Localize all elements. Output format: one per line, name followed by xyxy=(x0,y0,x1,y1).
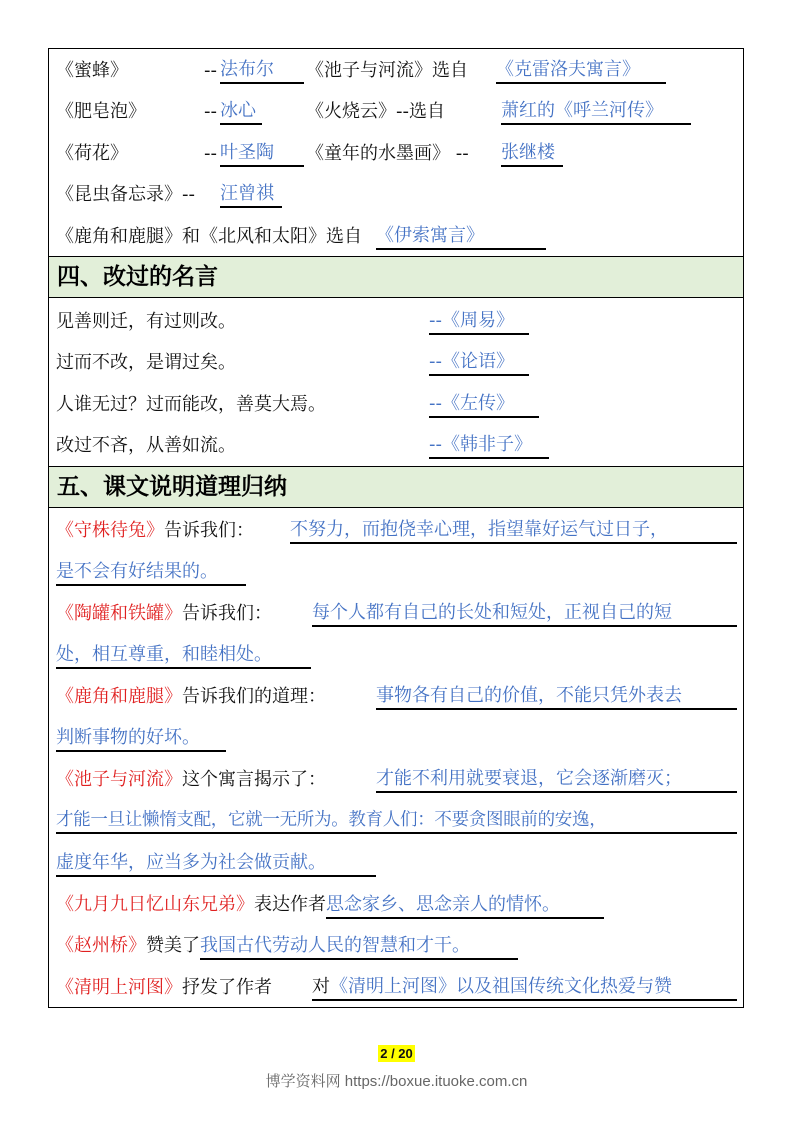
separator: -- xyxy=(204,101,217,122)
author-row xyxy=(56,225,737,249)
quote-source: --《论语》 xyxy=(429,351,529,376)
lesson-item-cont xyxy=(56,643,737,669)
lesson-meaning: 才能不利用就要衰退，它会逐渐磨灭； xyxy=(376,768,737,793)
lesson-title: 《九月九日忆山东兄弟》 xyxy=(56,894,254,915)
page-indicator: 2 / 20 xyxy=(380,1046,413,1061)
lesson-meaning-prefix: 对 xyxy=(312,976,330,997)
lesson-item-cont xyxy=(56,726,737,752)
content-table xyxy=(48,48,744,1008)
lesson-lead: 告诉我们的道理： xyxy=(182,686,326,707)
quote-text: 过而不改，是谓过矣。 xyxy=(56,352,236,373)
lesson-title: 《赵州桥》 xyxy=(56,935,146,956)
lesson-item-cont xyxy=(56,560,737,586)
quote-source: --《左传》 xyxy=(429,393,539,418)
text-title: 《火烧云》--选自 xyxy=(306,101,445,122)
text-title: 《荷花》 xyxy=(56,143,128,164)
lesson-meaning: 判断事物的好坏。 xyxy=(56,727,226,752)
lesson-title: 《鹿角和鹿腿》 xyxy=(56,686,182,707)
section-header-4 xyxy=(49,256,743,298)
lesson-meaning: 才能一旦让懒惰支配，它就一无所为。教育人们：不要贪图眼前的安逸， xyxy=(56,809,737,834)
lesson-title: 《池子与河流》 xyxy=(56,769,182,790)
author-name: 叶圣陶 xyxy=(220,142,304,167)
lesson-item xyxy=(56,934,737,960)
lesson-lead: 抒发了作者 xyxy=(182,977,272,998)
quote-text: 改过不吝，从善如流。 xyxy=(56,435,236,456)
author-row xyxy=(56,142,737,166)
lesson-item xyxy=(56,768,737,792)
author-row xyxy=(56,100,737,124)
text-title: 《池子与河流》选自 xyxy=(306,60,468,81)
source-name: 《克雷洛夫寓言》 xyxy=(496,59,666,84)
lesson-item xyxy=(56,893,737,919)
separator: -- xyxy=(204,60,217,81)
author-name: 张继楼 xyxy=(501,142,563,167)
lesson-meaning: 事物各有自己的价值，不能只凭外表去 xyxy=(376,685,737,710)
quote-row xyxy=(56,310,737,334)
quote-source: --《韩非子》 xyxy=(429,434,549,459)
quote-source: --《周易》 xyxy=(429,310,529,335)
lesson-title: 《陶罐和铁罐》 xyxy=(56,603,182,624)
text-title: 《昆虫备忘录》-- xyxy=(56,184,195,205)
quote-row xyxy=(56,434,737,458)
lesson-item xyxy=(56,602,737,626)
lesson-meaning: 我国古代劳动人民的智慧和才干。 xyxy=(200,935,518,960)
author-name: 法布尔 xyxy=(220,59,304,84)
lesson-title: 《守株待兔》 xyxy=(56,520,164,541)
lesson-lead: 这个寓言揭示了： xyxy=(182,769,326,790)
separator: -- xyxy=(204,143,217,164)
section-header-5 xyxy=(49,466,743,508)
lesson-item xyxy=(56,976,737,1000)
text-title: 《鹿角和鹿腿》和《北风和太阳》选自 xyxy=(56,226,362,247)
quote-row xyxy=(56,351,737,375)
lesson-item xyxy=(56,519,737,543)
source-name: 《伊索寓言》 xyxy=(376,225,546,250)
quote-text: 人谁无过？过而能改，善莫大焉。 xyxy=(56,394,326,415)
quote-row xyxy=(56,393,737,417)
author-name: 汪曾祺 xyxy=(220,183,282,208)
lesson-meaning: 每个人都有自己的长处和短处，正视自己的短 xyxy=(312,602,737,627)
lesson-lead: 赞美了 xyxy=(146,935,200,956)
quote-text: 见善则迁，有过则改。 xyxy=(56,311,236,332)
text-title: 《蜜蜂》 xyxy=(56,60,128,81)
lesson-meaning: 不努力，而抱侥幸心理，指望靠好运气过日子， xyxy=(290,519,737,544)
author-row xyxy=(56,183,737,207)
section-title: 五、课文说明道理归纳 xyxy=(57,474,287,500)
lesson-title: 《清明上河图》 xyxy=(56,977,182,998)
lesson-item-cont xyxy=(56,851,737,877)
lesson-item xyxy=(56,685,737,709)
lesson-meaning: 处，相互尊重，和睦相处。 xyxy=(56,644,311,669)
text-title: 《童年的水墨画》 -- xyxy=(306,143,469,164)
lesson-lead: 告诉我们： xyxy=(182,603,272,624)
lesson-meaning: 《清明上河图》以及祖国传统文化热爱与赞 xyxy=(330,976,672,997)
lesson-meaning-wrap xyxy=(312,976,737,1001)
source-name: 萧红的《呼兰河传》 xyxy=(501,100,691,125)
author-row xyxy=(56,59,737,83)
lesson-meaning: 是不会有好结果的。 xyxy=(56,561,246,586)
lesson-meaning: 虚度年华，应当多为社会做贡献。 xyxy=(56,852,376,877)
text-title: 《肥皂泡》 xyxy=(56,101,146,122)
lesson-lead: 表达作者 xyxy=(254,894,326,915)
lesson-meaning: 思念家乡、思念亲人的情怀。 xyxy=(326,894,604,919)
section-title: 四、改过的名言 xyxy=(57,264,218,290)
lesson-lead: 告诉我们： xyxy=(164,520,254,541)
author-name: 冰心 xyxy=(220,100,262,125)
site-watermark: 博学资料网 https://boxue.ituoke.com.cn xyxy=(265,1073,528,1090)
page-number xyxy=(0,1046,793,1061)
